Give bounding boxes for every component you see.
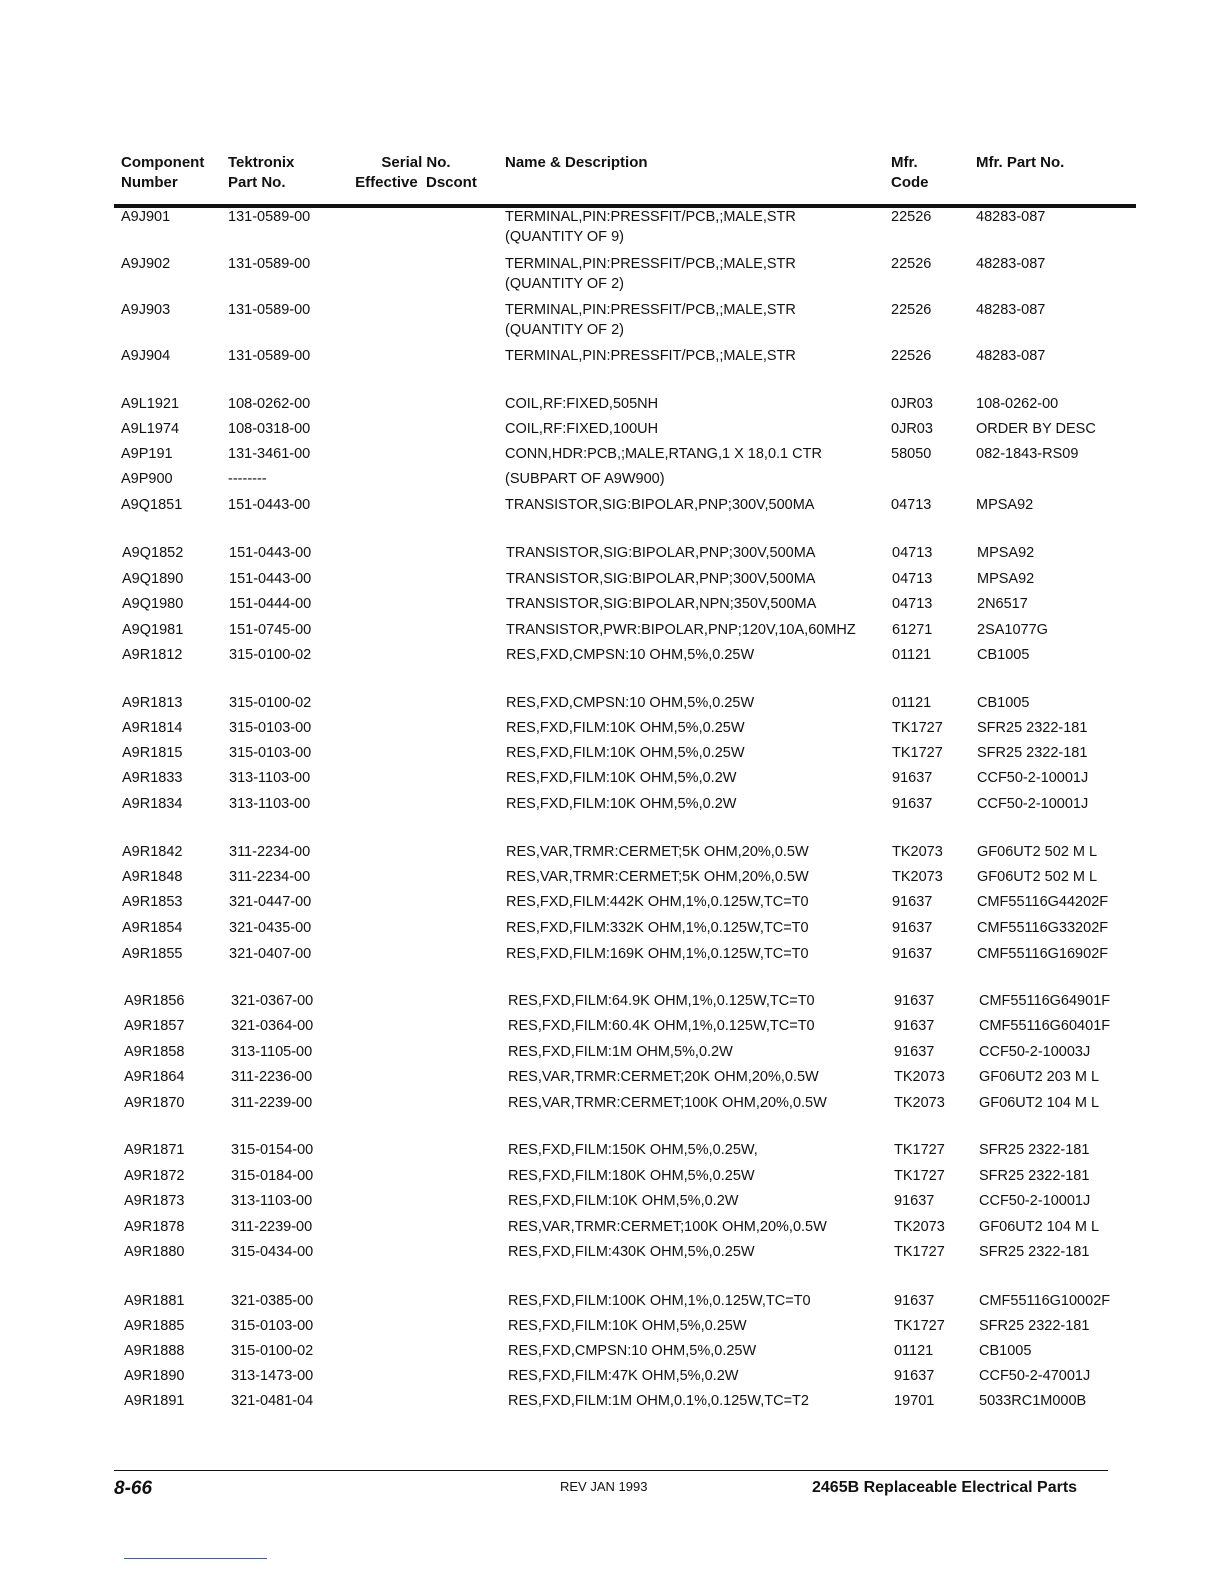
tektronix-part-no: 321-0364-00 bbox=[231, 1018, 314, 1034]
name-description: RES,FXD,FILM:150K OHM,5%,0.25W, bbox=[508, 1142, 758, 1158]
tektronix-part-no: 131-0589-00 bbox=[228, 209, 311, 225]
tektronix-part-no: 311-2239-00 bbox=[231, 1219, 313, 1235]
header-tektronix-part-no: Tektronix Part No. bbox=[228, 154, 295, 191]
name-description: (SUBPART OF A9W900) bbox=[505, 471, 665, 487]
mfr-part-no: SFR25 2322-181 bbox=[979, 1318, 1090, 1334]
component-number: A9R1888 bbox=[124, 1343, 185, 1359]
name-description: RES,FXD,CMPSN:10 OHM,5%,0.25W bbox=[508, 1343, 757, 1359]
mfr-code: TK1727 bbox=[892, 745, 943, 761]
name-description: TERMINAL,PIN:PRESSFIT/PCB,;MALE,STR bbox=[505, 302, 796, 318]
name-description: RES,VAR,TRMR:CERMET;5K OHM,20%,0.5W bbox=[506, 869, 809, 885]
mfr-code: TK2073 bbox=[894, 1219, 945, 1235]
tektronix-part-no: 321-0407-00 bbox=[229, 946, 312, 962]
mfr-code: 04713 bbox=[892, 571, 933, 587]
footer-rule bbox=[114, 1470, 1108, 1471]
mfr-part-no: SFR25 2322-181 bbox=[979, 1142, 1090, 1158]
tektronix-part-no: 108-0318-00 bbox=[228, 421, 311, 437]
tektronix-part-no: 321-0481-04 bbox=[231, 1393, 314, 1409]
mfr-code: TK1727 bbox=[894, 1244, 945, 1260]
mfr-part-no: SFR25 2322-181 bbox=[977, 720, 1088, 736]
mfr-part-no: GF06UT2 104 M L bbox=[979, 1095, 1100, 1111]
component-number: A9R1856 bbox=[124, 993, 185, 1009]
mfr-part-no: CMF55116G60401F bbox=[979, 1018, 1111, 1034]
mfr-part-no: 108-0262-00 bbox=[976, 396, 1059, 412]
name-description: (QUANTITY OF 2) bbox=[505, 322, 624, 338]
tektronix-part-no: 321-0435-00 bbox=[229, 920, 312, 936]
mfr-code: 19701 bbox=[894, 1393, 935, 1409]
mfr-part-no: CCF50-2-47001J bbox=[979, 1368, 1091, 1384]
mfr-part-no: CB1005 bbox=[977, 695, 1030, 711]
mfr-part-no: GF06UT2 502 M L bbox=[977, 844, 1098, 860]
name-description: TRANSISTOR,SIG:BIPOLAR,NPN;350V,500MA bbox=[506, 596, 817, 612]
tektronix-part-no: 131-0589-00 bbox=[228, 302, 311, 318]
tektronix-part-no: 311-2234-00 bbox=[229, 869, 311, 885]
component-number: A9R1871 bbox=[124, 1142, 185, 1158]
mfr-code: TK1727 bbox=[892, 720, 943, 736]
component-number: A9R1870 bbox=[124, 1095, 185, 1111]
mfr-code: 91637 bbox=[892, 796, 933, 812]
name-description: RES,FXD,FILM:10K OHM,5%,0.25W bbox=[508, 1318, 747, 1334]
component-number: A9Q1852 bbox=[122, 545, 184, 561]
component-number: A9R1858 bbox=[124, 1044, 185, 1060]
mfr-part-no: GF06UT2 203 M L bbox=[979, 1069, 1100, 1085]
tektronix-part-no: 313-1103-00 bbox=[229, 770, 311, 786]
tektronix-part-no: 131-3461-00 bbox=[228, 446, 311, 462]
mfr-code: 91637 bbox=[892, 920, 933, 936]
mfr-part-no: SFR25 2322-181 bbox=[977, 745, 1088, 761]
mfr-code: 0JR03 bbox=[891, 421, 933, 437]
tektronix-part-no: 131-0589-00 bbox=[228, 256, 311, 272]
mfr-code: TK1727 bbox=[894, 1318, 945, 1334]
component-number: A9R1880 bbox=[124, 1244, 185, 1260]
name-description: TRANSISTOR,SIG:BIPOLAR,PNP;300V,500MA bbox=[506, 545, 816, 561]
component-number: A9R1891 bbox=[124, 1393, 185, 1409]
mfr-code: 91637 bbox=[894, 1368, 935, 1384]
name-description: RES,FXD,FILM:180K OHM,5%,0.25W bbox=[508, 1168, 755, 1184]
name-description: RES,FXD,FILM:332K OHM,1%,0.125W,TC=T0 bbox=[506, 920, 809, 936]
component-number: A9P900 bbox=[121, 471, 173, 487]
mfr-code: 91637 bbox=[892, 946, 933, 962]
mfr-part-no: 2SA1077G bbox=[977, 622, 1048, 638]
tektronix-part-no: 151-0443-00 bbox=[228, 497, 311, 513]
mfr-code: 91637 bbox=[894, 1044, 935, 1060]
mfr-code: TK2073 bbox=[892, 869, 943, 885]
name-description: TERMINAL,PIN:PRESSFIT/PCB,;MALE,STR bbox=[505, 348, 796, 364]
name-description: RES,VAR,TRMR:CERMET;20K OHM,20%,0.5W bbox=[508, 1069, 819, 1085]
mfr-part-no: CCF50-2-10003J bbox=[979, 1044, 1091, 1060]
tektronix-part-no: 151-0444-00 bbox=[229, 596, 312, 612]
mfr-part-no: 48283-087 bbox=[976, 256, 1046, 272]
name-description: RES,FXD,FILM:10K OHM,5%,0.2W bbox=[506, 796, 737, 812]
mfr-code: 91637 bbox=[892, 770, 933, 786]
mfr-part-no: CMF55116G44202F bbox=[977, 894, 1109, 910]
mfr-part-no: CCF50-2-10001J bbox=[977, 770, 1089, 786]
name-description: RES,FXD,FILM:169K OHM,1%,0.125W,TC=T0 bbox=[506, 946, 809, 962]
mfr-code: 58050 bbox=[891, 446, 932, 462]
mfr-part-no: SFR25 2322-181 bbox=[979, 1168, 1090, 1184]
tektronix-part-no: 151-0443-00 bbox=[229, 545, 312, 561]
name-description: RES,VAR,TRMR:CERMET;5K OHM,20%,0.5W bbox=[506, 844, 809, 860]
mfr-part-no: 48283-087 bbox=[976, 302, 1046, 318]
mfr-part-no: CB1005 bbox=[977, 647, 1030, 663]
mfr-code: TK2073 bbox=[894, 1095, 945, 1111]
component-number: A9R1848 bbox=[122, 869, 183, 885]
component-number: A9R1881 bbox=[124, 1293, 185, 1309]
mfr-code: TK1727 bbox=[894, 1168, 945, 1184]
mfr-part-no: MPSA92 bbox=[977, 571, 1035, 587]
mfr-code: 91637 bbox=[894, 1293, 935, 1309]
name-description: CONN,HDR:PCB,;MALE,RTANG,1 X 18,0.1 CTR bbox=[505, 446, 822, 462]
mfr-code: 91637 bbox=[892, 894, 933, 910]
component-number: A9R1857 bbox=[124, 1018, 185, 1034]
component-number: A9R1833 bbox=[122, 770, 183, 786]
mfr-code: 91637 bbox=[894, 993, 935, 1009]
tektronix-part-no: -------- bbox=[228, 471, 267, 487]
mfr-part-no: 48283-087 bbox=[976, 348, 1046, 364]
mfr-code: 04713 bbox=[891, 497, 932, 513]
component-number: A9R1834 bbox=[122, 796, 183, 812]
mfr-code: 01121 bbox=[892, 695, 932, 711]
mfr-part-no: MPSA92 bbox=[977, 545, 1035, 561]
tektronix-part-no: 313-1473-00 bbox=[231, 1368, 314, 1384]
mfr-part-no: ORDER BY DESC bbox=[976, 421, 1096, 437]
tektronix-part-no: 313-1105-00 bbox=[231, 1044, 313, 1060]
tektronix-part-no: 321-0385-00 bbox=[231, 1293, 314, 1309]
mfr-part-no: CMF55116G33202F bbox=[977, 920, 1109, 936]
mfr-part-no: 5033RC1M000B bbox=[979, 1393, 1087, 1409]
mfr-code: 91637 bbox=[894, 1018, 935, 1034]
component-number: A9L1921 bbox=[121, 396, 180, 412]
name-description: TRANSISTOR,PWR:BIPOLAR,PNP;120V,10A,60MHZ bbox=[506, 622, 856, 638]
mfr-code: 22526 bbox=[891, 302, 932, 318]
tektronix-part-no: 315-0103-00 bbox=[229, 745, 312, 761]
mfr-part-no: CMF55116G16902F bbox=[977, 946, 1109, 962]
header-serial-no: Serial No. Effective Dscont bbox=[355, 154, 477, 191]
name-description: RES,FXD,FILM:1M OHM,0.1%,0.125W,TC=T2 bbox=[508, 1393, 809, 1409]
name-description: RES,FXD,FILM:430K OHM,5%,0.25W bbox=[508, 1244, 755, 1260]
name-description: (QUANTITY OF 9) bbox=[505, 229, 624, 245]
name-description: RES,VAR,TRMR:CERMET;100K OHM,20%,0.5W bbox=[508, 1095, 827, 1111]
mfr-code: TK2073 bbox=[894, 1069, 945, 1085]
component-number: A9R1890 bbox=[124, 1368, 185, 1384]
tektronix-part-no: 315-0100-02 bbox=[229, 695, 312, 711]
mfr-part-no: 2N6517 bbox=[977, 596, 1028, 612]
name-description: RES,FXD,FILM:60.4K OHM,1%,0.125W,TC=T0 bbox=[508, 1018, 815, 1034]
mfr-part-no: CCF50-2-10001J bbox=[979, 1193, 1091, 1209]
mfr-code: 91637 bbox=[894, 1193, 935, 1209]
mfr-code: TK2073 bbox=[892, 844, 943, 860]
mfr-code: 01121 bbox=[894, 1343, 934, 1359]
component-number: A9J901 bbox=[121, 209, 171, 225]
component-number: A9Q1981 bbox=[122, 622, 184, 638]
mfr-part-no: CCF50-2-10001J bbox=[977, 796, 1089, 812]
tektronix-part-no: 315-0184-00 bbox=[231, 1168, 314, 1184]
document-title: 2465B Replaceable Electrical Parts bbox=[812, 1479, 1078, 1496]
tektronix-part-no: 321-0367-00 bbox=[231, 993, 314, 1009]
mfr-code: 61271 bbox=[892, 622, 933, 638]
revision-date: REV JAN 1993 bbox=[560, 1479, 648, 1494]
name-description: (QUANTITY OF 2) bbox=[505, 276, 624, 292]
name-description: RES,FXD,FILM:100K OHM,1%,0.125W,TC=T0 bbox=[508, 1293, 811, 1309]
tektronix-part-no: 151-0443-00 bbox=[229, 571, 312, 587]
tektronix-part-no: 311-2239-00 bbox=[231, 1095, 313, 1111]
tektronix-part-no: 315-0103-00 bbox=[231, 1318, 314, 1334]
component-number: A9R1814 bbox=[122, 720, 183, 736]
mfr-part-no: CMF55116G10002F bbox=[979, 1293, 1111, 1309]
tektronix-part-no: 108-0262-00 bbox=[228, 396, 311, 412]
tektronix-part-no: 131-0589-00 bbox=[228, 348, 311, 364]
tektronix-part-no: 315-0100-02 bbox=[231, 1343, 314, 1359]
component-number: A9Q1851 bbox=[121, 497, 183, 513]
mfr-part-no: 48283-087 bbox=[976, 209, 1046, 225]
tektronix-part-no: 151-0745-00 bbox=[229, 622, 312, 638]
name-description: TRANSISTOR,SIG:BIPOLAR,PNP;300V,500MA bbox=[505, 497, 815, 513]
component-number: A9R1853 bbox=[122, 894, 183, 910]
name-description: RES,FXD,FILM:10K OHM,5%,0.25W bbox=[506, 745, 745, 761]
mfr-part-no: CB1005 bbox=[979, 1343, 1032, 1359]
component-number: A9Q1890 bbox=[122, 571, 184, 587]
name-description: RES,FXD,CMPSN:10 OHM,5%,0.25W bbox=[506, 647, 755, 663]
name-description: RES,FXD,FILM:10K OHM,5%,0.2W bbox=[508, 1193, 739, 1209]
component-number: A9R1842 bbox=[122, 844, 183, 860]
component-number: A9J904 bbox=[121, 348, 171, 364]
component-number: A9R1815 bbox=[122, 745, 183, 761]
mfr-code: 22526 bbox=[891, 348, 932, 364]
page-number: 8-66 bbox=[114, 1478, 153, 1499]
name-description: COIL,RF:FIXED,100UH bbox=[505, 421, 659, 437]
tektronix-part-no: 311-2234-00 bbox=[229, 844, 311, 860]
mfr-code: 04713 bbox=[892, 545, 933, 561]
mfr-part-no: GF06UT2 104 M L bbox=[979, 1219, 1100, 1235]
component-number: A9R1872 bbox=[124, 1168, 185, 1184]
component-number: A9P191 bbox=[121, 446, 173, 462]
tektronix-part-no: 315-0154-00 bbox=[231, 1142, 314, 1158]
component-number: A9R1855 bbox=[122, 946, 183, 962]
mfr-part-no: MPSA92 bbox=[976, 497, 1034, 513]
name-description: RES,FXD,FILM:442K OHM,1%,0.125W,TC=T0 bbox=[506, 894, 809, 910]
mfr-part-no: SFR25 2322-181 bbox=[979, 1244, 1090, 1260]
name-description: TERMINAL,PIN:PRESSFIT/PCB,;MALE,STR bbox=[505, 209, 796, 225]
mfr-code: 22526 bbox=[891, 256, 932, 272]
mfr-code: TK1727 bbox=[894, 1142, 945, 1158]
component-number: A9R1854 bbox=[122, 920, 183, 936]
name-description: RES,FXD,FILM:10K OHM,5%,0.2W bbox=[506, 770, 737, 786]
name-description: RES,FXD,FILM:10K OHM,5%,0.25W bbox=[506, 720, 745, 736]
component-number: A9Q1980 bbox=[122, 596, 184, 612]
tektronix-part-no: 313-1103-00 bbox=[229, 796, 311, 812]
component-number: A9J903 bbox=[121, 302, 171, 318]
header-component-number: Component Number bbox=[121, 154, 205, 191]
tektronix-part-no: 321-0447-00 bbox=[229, 894, 312, 910]
component-number: A9R1812 bbox=[122, 647, 183, 663]
page-edge-line bbox=[124, 1558, 267, 1559]
component-number: A9R1873 bbox=[124, 1193, 185, 1209]
header-mfr-part-no: Mfr. Part No. bbox=[976, 154, 1065, 171]
mfr-code: 01121 bbox=[892, 647, 932, 663]
tektronix-part-no: 315-0100-02 bbox=[229, 647, 312, 663]
component-number: A9R1864 bbox=[124, 1069, 185, 1085]
name-description: TRANSISTOR,SIG:BIPOLAR,PNP;300V,500MA bbox=[506, 571, 816, 587]
name-description: RES,FXD,FILM:64.9K OHM,1%,0.125W,TC=T0 bbox=[508, 993, 815, 1009]
mfr-part-no: 082-1843-RS09 bbox=[976, 446, 1079, 462]
tektronix-part-no: 313-1103-00 bbox=[231, 1193, 313, 1209]
name-description: RES,FXD,FILM:1M OHM,5%,0.2W bbox=[508, 1044, 733, 1060]
mfr-code: 04713 bbox=[892, 596, 933, 612]
mfr-code: 0JR03 bbox=[891, 396, 933, 412]
mfr-code: 22526 bbox=[891, 209, 932, 225]
header-mfr-code: Mfr. Code bbox=[891, 154, 929, 191]
component-number: A9J902 bbox=[121, 256, 171, 272]
name-description: TERMINAL,PIN:PRESSFIT/PCB,;MALE,STR bbox=[505, 256, 796, 272]
name-description: RES,VAR,TRMR:CERMET;100K OHM,20%,0.5W bbox=[508, 1219, 827, 1235]
mfr-part-no: CMF55116G64901F bbox=[979, 993, 1111, 1009]
tektronix-part-no: 315-0103-00 bbox=[229, 720, 312, 736]
tektronix-part-no: 315-0434-00 bbox=[231, 1244, 314, 1260]
name-description: COIL,RF:FIXED,505NH bbox=[505, 396, 659, 412]
component-number: A9R1885 bbox=[124, 1318, 185, 1334]
component-number: A9R1813 bbox=[122, 695, 183, 711]
name-description: RES,FXD,CMPSN:10 OHM,5%,0.25W bbox=[506, 695, 755, 711]
header-name-description: Name & Description bbox=[505, 154, 648, 171]
mfr-part-no: GF06UT2 502 M L bbox=[977, 869, 1098, 885]
name-description: RES,FXD,FILM:47K OHM,5%,0.2W bbox=[508, 1368, 739, 1384]
component-number: A9L1974 bbox=[121, 421, 180, 437]
tektronix-part-no: 311-2236-00 bbox=[231, 1069, 313, 1085]
component-number: A9R1878 bbox=[124, 1219, 185, 1235]
